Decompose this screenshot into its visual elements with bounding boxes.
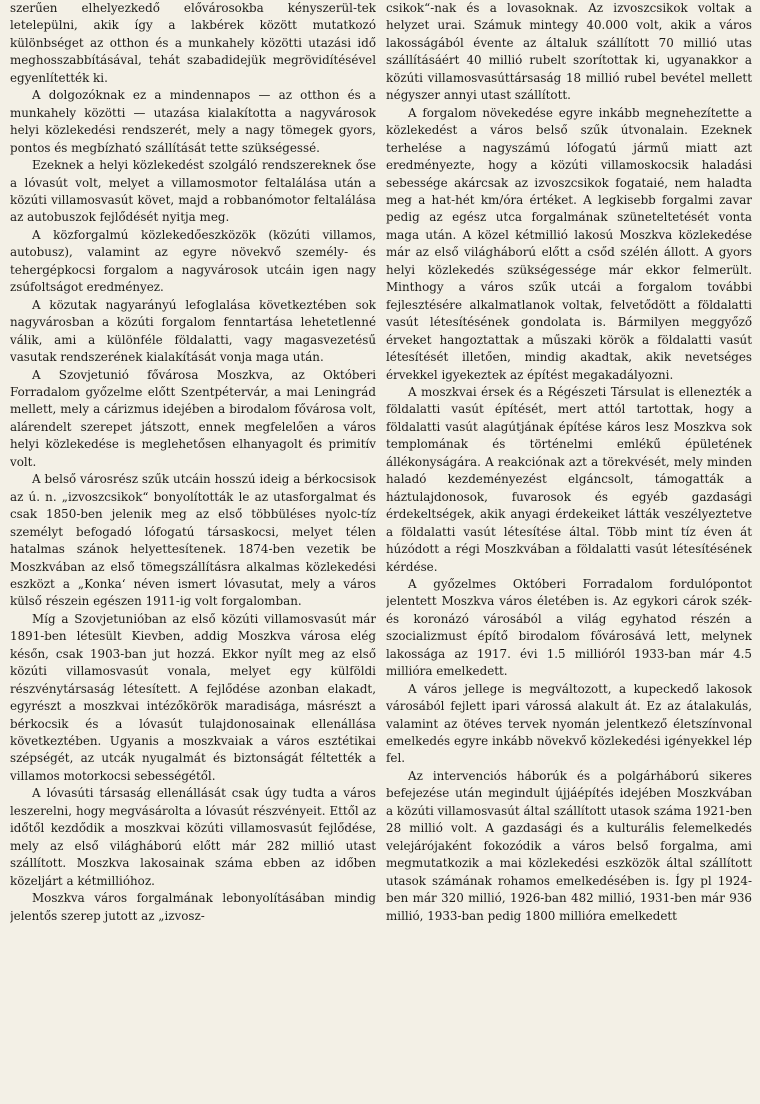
paragraph: A közforgalmú közlekedőeszközök (közúti villamos, autobusz), valamint az egyre növekvő személy- és tehergépkocsi forgalom a nagyvárosok utcáin igen nagy zsúfoltságot eredményez. — [10, 227, 376, 295]
paragraph: Míg a Szovjetunióban az első közúti villamosvasút már 1891-ben létesült Kievben, addig Moszkva városa elég későn, csak 1903-ban jut hozzá. Ekkor nyílt meg az első közúti villamosvasút vonala, melyet egy külföldi részvénytársaság létesített. A fejlődése azonban elakadt, egyrészt a moszkvai intézőkörök maradisága, másrészt a bérkocsik és a lóvasút tulajdonosainak ellenállása következtében. Ugyanis a moszkvaiak a város esztétikai szépségét, az utcák nyugalmát és biztonságát féltették a villamos motorkocsi sebességétől. — [10, 611, 376, 783]
right-column — [386, 0, 752, 1104]
paragraph: A Szovjetunió fővárosa Moszkva, az Októberi Forradalom győzelme előtt Szentpétervár, a mai Leningrád mellett, mely a cárizmus idejében a birodalom fővárosa volt, alárendelt szerepet játszott, ennek megfelelően a város helyi közlekedése is meglehetősen elhanyagolt és primitív volt. — [10, 367, 376, 469]
paragraph: A dolgozóknak ez a mindennapos — az otthon és a munkahely közötti — utazása kialakította a nagyvárosok helyi közlekedési rendszerét, mely a nagy tömegek gyors, pontos és megbízható szállítását tette szükségessé. — [10, 88, 376, 155]
paragraph: Moszkva város forgalmának lebonyolításában mindig jelentős szerep jutott az „izvosz- — [10, 891, 376, 923]
left-column — [10, 0, 376, 1104]
paragraph: A belső városrész szűk utcáin hosszú ideig a bérkocsisok az ú. n. „izvoszcsikok“ bonyolították le az utasforgalmat és csak 1850-ben jelenik meg az első többüléses nyolc-tíz személyt befogadó lófogatú társaskocsi, melyet télen hatalmas szánok helyettesítenek. 1874-ben vezetik be Moszkvában az első tömegszállításra alkalmas közlekedési eszközt a „Konka‘ néven ismert lóvasutat, mely a város külső részein egészen 1911-ig volt forgalomban. — [10, 472, 376, 609]
paragraph: A győzelmes Októberi Forradalom fordulópontot jelentett Moszkva város életében is. Az egykori cárok szék- és koronázó városából a világ egyhatod részén a szocializmust építő birodalom fővárosává lett, melynek lakossága az 1917. évi 1.5 millióról 1933-ban már 4.5 millióra emelkedett. — [386, 576, 752, 679]
paragraph: A moszkvai érsek és a Régészeti Társulat is ellenezték a földalatti vasút építését, mert attól tartottak, hogy a földalatti vasút alagútjának építése káros lesz Moszkva sok templomának és történelmi emlékű épületének állékonyságára. A reakciónak azt a törekvését, mely minden haladó kezdeményezést elgáncsolt, támogatták a háztulajdonosok, fuvarosok és egyéb gazdasági érdekeltségek, akik anyagi érdekeiket látták veszélyeztetve a földalatti vasút létesítése által. Több mint tíz éven át húzódott a régi Moszkvában a földalatti vasút létesítésének kérdése. — [386, 384, 752, 574]
paragraph: szerűen elhelyezkedő elővárosokba kényszerül-tek letelepülni, akik így a lakbérek között mutatkozó különbséget az otthon és a munkahely közötti utazási idő meghosszabbításával, tehát szabadidejük megrövidítésével egyenlítették ki. — [10, 1, 376, 85]
paragraph: A város jellege is megváltozott, a kupeckedő lakosok városából fejlett ipari várossá alakult át. Ez az átalakulás, valamint az ötéves tervek nyomán jelentkező életszínvonal emelkedés egyre inkább növekvő közlekedési igényekkel lép fel. — [386, 681, 752, 766]
paragraph: A lóvasúti társaság ellenállását csak úgy tudta a város leszerelni, hogy megvásárolta a lóvasút részvényeit. Ettől az időtől kezdődik a moszkvai közúti villamosvasút fejlődése, mely az első világháború előtt már 282 millió utast szállított. Moszkva lakosainak száma ebben az időben közeljárt a kétmillióhoz. — [10, 786, 376, 888]
paragraph: A közutak nagyarányú lefoglalása következtében sok nagyvárosban a közúti forgalom fenntartása lehetetlenné válik, ami a különféle földalatti, vagy magasvezetésű vasutak rendszerének kialakítását vonja maga után. — [10, 297, 376, 365]
paragraph: Ezeknek a helyi közlekedést szolgáló rendszereknek őse a lóvasút volt, melyet a villamosmotor feltalálása után a közúti villamosvasút követ, majd a robbanómotor feltalálása az autobuszok fejlődését nyitja meg. — [10, 158, 376, 225]
paragraph: A forgalom növekedése egyre inkább megnehezítette a közlekedést a város belső szűk útvonalain. Ezeknek terhelése a nagyszámú lófogatú jármű miatt azt eredményezte, hogy a közúti villamoskocsik haladási sebessége akárcsak az izvoszcsikok fogataié, nem haladta meg a hat-hét km/óra értéket. A legkisebb forgalmi zavar pedig az egész utca forgalmának szüneteltetését vonta maga után. A közel kétmillió lakosú Moszkva közlekedése már az első világháború előtt a csőd szélén állott. A gyors helyi közlekedés szükségessége már ekkor felmerült. Minthogy a város szűk utcái a forgalom további fejlesztésére alkalmatlanok voltak, felvetődött a földalatti vasút létesítésének gondolata is. Bármilyen meggyőző érveket hangoztattak a műszaki körök a földalatti vasút létesítését illetően, mindig akadtak, akik nevetséges érvekkel igyekeztek az építést megakadályozni. — [386, 105, 752, 382]
paragraph: csikok“-nak és a lovasoknak. Az izvoszcsikok voltak a helyzet urai. Számuk mintegy 40.000 volt, akik a város lakosságából évente az általuk szállított 70 millió utas szállításáért 40 millió rubelt szorítottak ki, ugyanakkor a közúti villamosvasúttársaság 18 millió rubel bevétel mellett négyszer annyi utast szállított. — [386, 1, 752, 103]
paragraph: Az intervenciós háborúk és a polgárháború sikeres befejezése után megindult újjáépítés idejében Moszkvában a közúti villamosvasút által szállított utasok száma 1921-ben 28 millió volt. A gazdasági és a kulturális felemelkedés velejárójaként fokozódik a város belső forgalma, ami megmutatkozik a mai közlekedési eszközök által szállított utasok számának rohamos emelkedésében is. Így pl 1924-ben már 320 millió, 1926-ban 482 millió, 1931-ben már 936 millió, 1933-ban pedig 1800 millióra emelkedett — [386, 768, 752, 923]
